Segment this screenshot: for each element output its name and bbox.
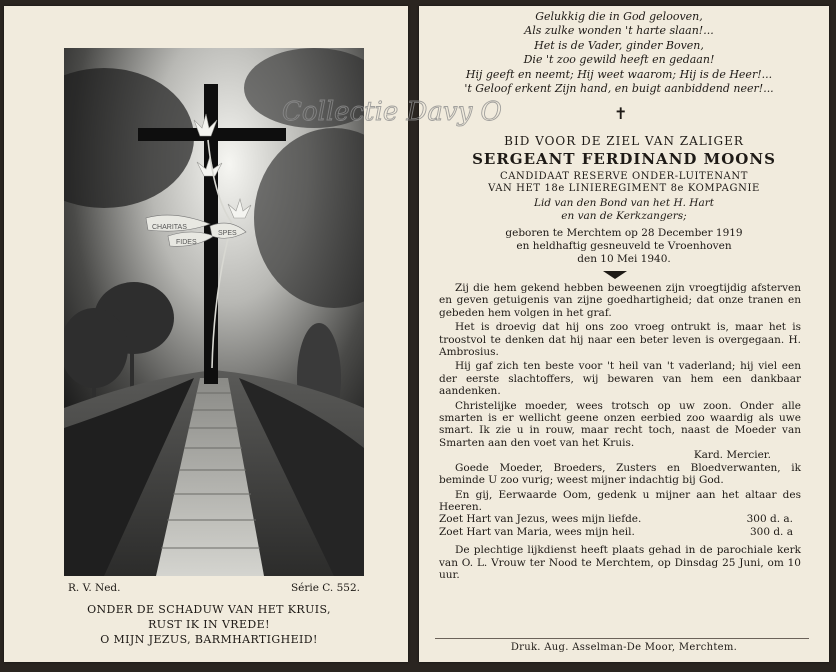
birth-line: geboren te Merchtem op 28 December 1919 xyxy=(505,227,743,239)
paragraph: Christelijke moeder, wees trotsch op uw zoon. Onder alle smarten is er wellicht geene onzen eerbied zoo waardig als uwe smart. Ik zie u in rouw, maar recht toch, naast de Moeder van Smarten aan den voet van het Kruis. xyxy=(439,399,801,449)
rank-line: CANDIDAAT RESERVE ONDER-LUITENANT xyxy=(499,171,748,182)
poem-line: Hij geeft en neemt; Hij weet waarom; Hij is de Heer!... xyxy=(465,67,773,81)
attribution: Kard. Mercier. xyxy=(693,449,771,462)
poem-line: Als zulke wonden 't harte slaan!... xyxy=(524,24,714,38)
left-card xyxy=(4,6,408,662)
printer-footer: Druk. Aug. Asselman-De Moor, Merchtem. xyxy=(510,642,738,653)
memorial-text xyxy=(439,282,801,581)
publisher-caption: R. V. Ned. xyxy=(68,582,121,594)
prayer-text: Zoet Hart van Jezus, wees mijn liefde. xyxy=(439,513,642,526)
cross-icon: ✝ xyxy=(614,104,628,123)
membership-lines xyxy=(429,197,819,223)
series-caption: Série C. 552. xyxy=(290,582,360,594)
closing-paragraph: De plechtige lijkdienst heeft plaats gehad in de parochiale kerk van O. L. Vrouw ter Nood te Merchtem, op Dinsdag 25 Juni, om 10 uur. xyxy=(439,544,801,581)
poem-line: Het is de Vader, ginder Boven, xyxy=(534,38,704,52)
cross-on-hill-picture xyxy=(64,48,364,576)
banner-word-charitas: CHARITAS xyxy=(152,224,187,231)
indulgence: 300 d. a xyxy=(749,525,793,538)
prayer-text: Zoet Hart van Maria, wees mijn heil. xyxy=(439,525,635,538)
membership-line: Lid van den Bond van het H. Hart xyxy=(534,197,714,209)
motto-line: RUST IK IN VREDE! xyxy=(148,618,270,631)
indulgence: 300 d. a. xyxy=(746,513,793,526)
death-date-line: den 10 Mei 1940. xyxy=(577,253,671,265)
motto xyxy=(34,602,384,647)
right-card xyxy=(419,6,829,662)
poem xyxy=(429,10,809,96)
footer-divider xyxy=(435,638,809,639)
motto-line: ONDER DE SCHADUW VAN HET KRUIS, xyxy=(87,603,331,616)
banner-word-fides: FIDES xyxy=(176,239,197,246)
death-line: en heldhaftig gesneuveld te Vroenhoven xyxy=(516,240,732,252)
birth-death-lines xyxy=(429,227,819,266)
prayer-row xyxy=(439,526,801,538)
poem-line: Die 't zoo gewild heeft en gedaan! xyxy=(523,53,715,67)
deceased-name: SERGEANT FERDINAND MOONS xyxy=(472,150,776,168)
paragraph: En gij, Eerwaarde Oom, gedenk u mijner aan het altaar des Heeren. xyxy=(439,488,801,513)
paragraph: Goede Moeder, Broeders, Zusters en Bloedverwanten, ik beminde U zoo vurig; weest mijner indachtig bij God. xyxy=(439,461,801,487)
prayer-row xyxy=(439,513,801,525)
paragraph: Zij die hem gekend hebben beweenen zijn vroegtijdig afsterven en geven getuigenis van zijne goedhartigheid; dat onze tranen en gebeden hem volgen in het graf. xyxy=(439,282,801,319)
membership-line: en van de Kerkzangers; xyxy=(561,210,687,222)
poem-line: 't Geloof erkent Zijn hand, en buigt aanbiddend neer!... xyxy=(464,82,774,96)
rank-line: VAN HET 18e LINIEREGIMENT 8e KOMPAGNIE xyxy=(488,183,760,194)
watermark-text: Collectie Davy O xyxy=(282,97,502,127)
paragraph: Het is droevig dat hij ons zoo vroeg ontrukt is, maar het is troostvol te denken dat hij naar een beter leven is overgegaan. H. Ambrosius. xyxy=(439,321,801,359)
picture-caption-row xyxy=(68,582,360,594)
rank-lines xyxy=(429,171,819,195)
banner-word-spes: SPES xyxy=(218,230,237,237)
divider-ornament xyxy=(603,270,627,280)
pray-heading: BID VOOR DE ZIEL VAN ZALIGER xyxy=(504,134,744,148)
motto-line: O MIJN JEZUS, BARMHARTIGHEID! xyxy=(100,633,318,646)
poem-line: Gelukkig die in God gelooven, xyxy=(535,10,703,23)
paragraph: Hij gaf zich ten beste voor 't heil van 't vaderland; hij viel een der eerste slachtoffers, wij bewaren van hem een dankbaar aandenken. xyxy=(439,360,801,398)
